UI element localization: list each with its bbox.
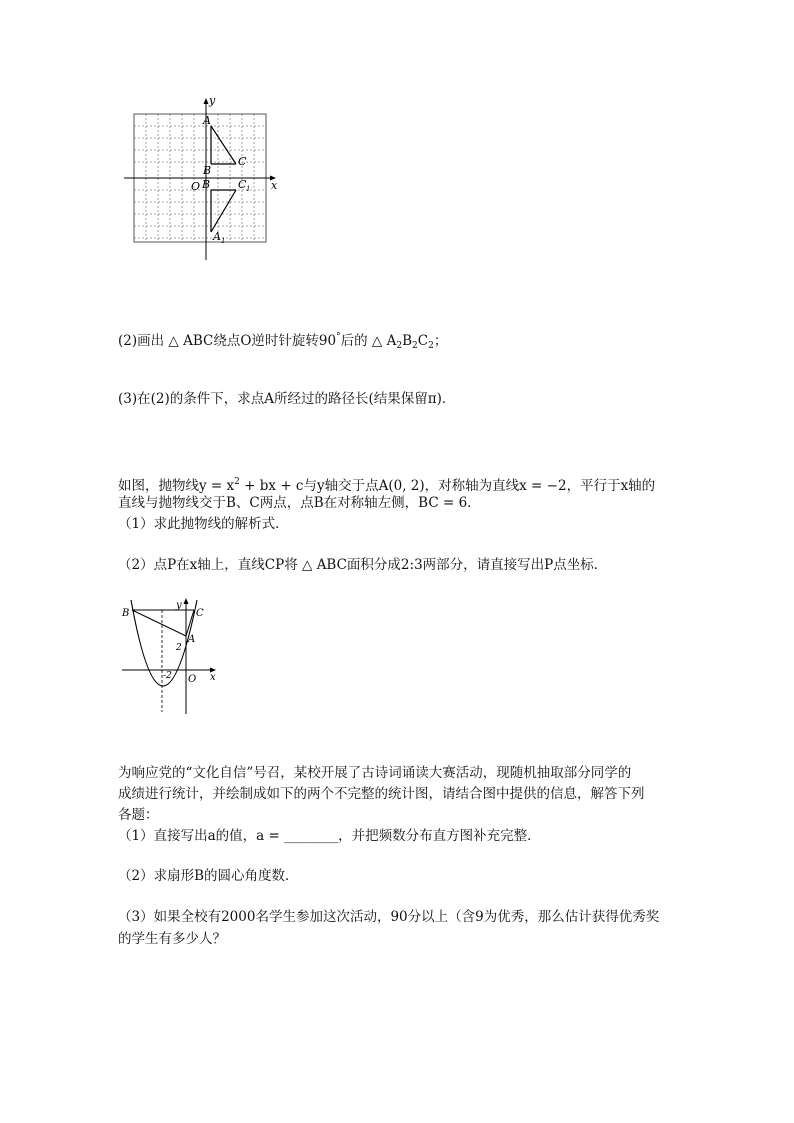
poetry-question-3-line1: （3）如果全校有2000名学生参加这次活动，90分以上（含9为优秀，那么估计获得优秀奖: [118, 909, 660, 925]
poetry-intro-line1: 为响应党的“文化自信”号召，某校开展了古诗词诵读大赛活动，现随机抽取部分同学的: [118, 765, 632, 781]
svg-text:y: y: [209, 94, 216, 107]
question-3-path: (3)在(2)的条件下，求点A所经过的路径长(结果保留π)．: [118, 391, 456, 407]
svg-text:1: 1: [246, 185, 251, 193]
svg-text:O: O: [191, 180, 201, 193]
poetry-question-1: （1）直接写出a的值，a = ________，并把频数分布直方图补充完整．: [118, 828, 541, 844]
svg-text:-2: -2: [163, 671, 172, 681]
svg-text:C: C: [238, 178, 247, 191]
svg-text:1: 1: [221, 237, 226, 245]
svg-text:B: B: [203, 164, 212, 177]
svg-text:x: x: [271, 179, 278, 192]
parabola-question-2: （2）点P在x轴上，直线CP将 △ ABC面积分成2:3两部分，请直接写出P点坐标．: [118, 557, 608, 573]
poetry-intro-line2: 成绩进行统计，并绘制成如下的两个不完整的统计图，请结合图中提供的信息，解答下列: [118, 786, 645, 802]
question-2-rotate: (2)画出 △ ABC绕点O逆时针旋转90°后的 △ $A_2B_2C_2$；: [118, 332, 448, 351]
parabola-figure: [118, 596, 228, 721]
poetry-question-2: （2）求扇形B的圆心角度数．: [118, 868, 299, 884]
poetry-intro-line3: 各题：: [118, 807, 159, 823]
parabola-intro-line1: 如图，抛物线$y = x^2$ + bx + c与y轴交于点A(0, 2)，对称轴为直线x = −2，平行于x轴的: [118, 477, 656, 494]
svg-text:2: 2: [176, 643, 182, 653]
svg-text:y: y: [176, 600, 182, 611]
svg-text:C: C: [196, 608, 204, 619]
svg-text:C: C: [238, 155, 247, 168]
poetry-question-3-line2: 的学生有多少人？: [118, 931, 226, 947]
svg-text:O: O: [188, 674, 197, 685]
svg-text:B: B: [122, 608, 130, 619]
svg-text:x: x: [210, 672, 216, 683]
svg-text:A: A: [203, 114, 211, 127]
parabola-intro-line2: 直线与抛物线交于B、C两点，点B在对称轴左侧，BC = 6．: [118, 495, 481, 511]
grid-figure: [118, 92, 288, 267]
svg-text:B: B: [202, 178, 211, 191]
svg-text:A: A: [188, 634, 196, 645]
parabola-question-1: （1）求此抛物线的解析式．: [118, 516, 289, 532]
svg-text:A: A: [213, 230, 221, 243]
